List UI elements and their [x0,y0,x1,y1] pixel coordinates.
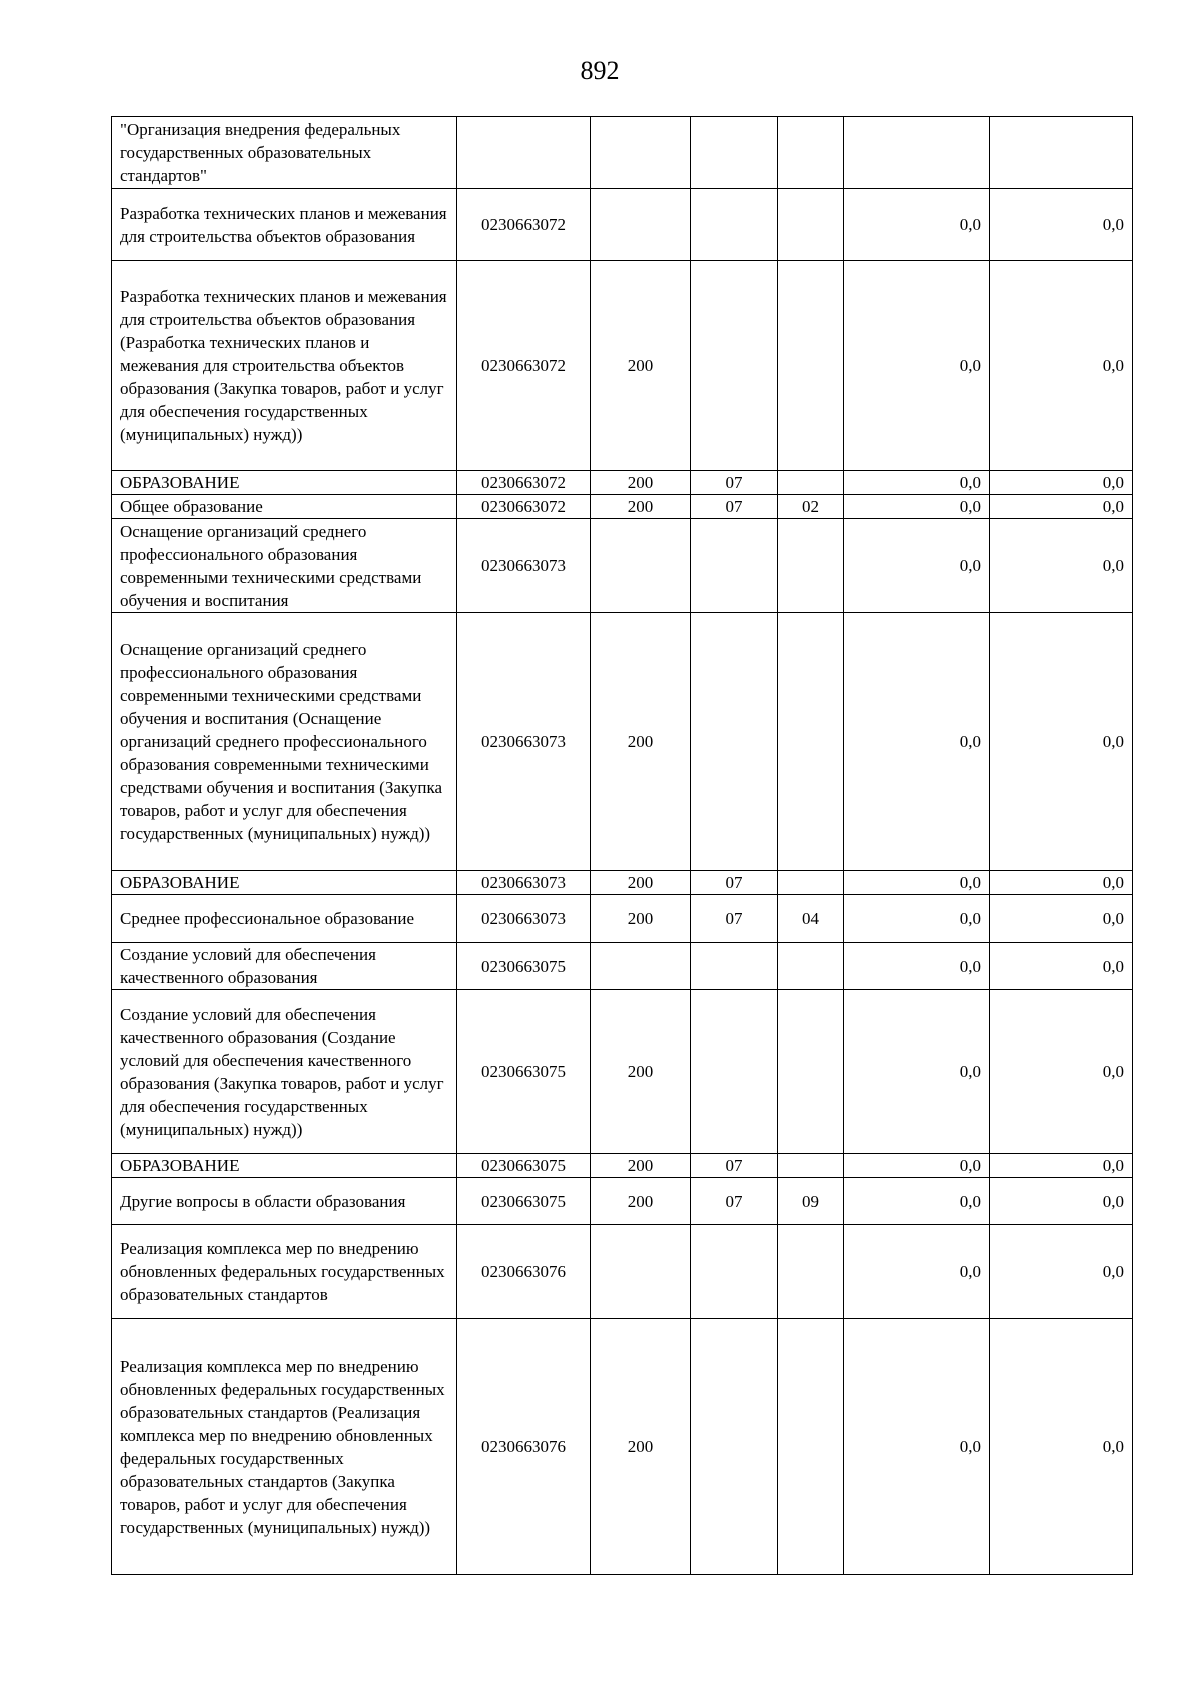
row-description: Другие вопросы в области образования [112,1178,457,1225]
section-code: 07 [691,1154,778,1178]
target-article-code: 0230663073 [457,871,591,895]
amount-year-2: 0,0 [990,261,1133,471]
subsection-code [778,261,844,471]
section-code [691,117,778,189]
row-description: ОБРАЗОВАНИЕ [112,471,457,495]
subsection-code [778,189,844,261]
subsection-code [778,471,844,495]
target-article-code: 0230663072 [457,189,591,261]
target-article-code: 0230663073 [457,613,591,871]
amount-year-1: 0,0 [844,943,990,990]
table-row [112,1319,1133,1575]
subsection-code [778,1319,844,1575]
target-article-code: 0230663072 [457,495,591,519]
amount-year-2: 0,0 [990,943,1133,990]
amount-year-1: 0,0 [844,1319,990,1575]
subsection-code [778,1154,844,1178]
row-description: Создание условий для обеспечения качественного образования [112,943,457,990]
expense-type-code: 200 [591,495,691,519]
table-row [112,1154,1133,1178]
table-row [112,261,1133,471]
table-row [112,895,1133,943]
section-code: 07 [691,895,778,943]
target-article-code: 0230663075 [457,990,591,1154]
page-number: 892 [580,56,620,85]
amount-year-1: 0,0 [844,471,990,495]
amount-year-2: 0,0 [990,1225,1133,1319]
amount-year-1: 0,0 [844,613,990,871]
section-code [691,943,778,990]
row-description: Среднее профессиональное образование [112,895,457,943]
expense-type-code: 200 [591,261,691,471]
expense-type-code: 200 [591,1319,691,1575]
section-code: 07 [691,1178,778,1225]
expense-type-code [591,189,691,261]
amount-year-1: 0,0 [844,519,990,613]
expense-type-code [591,519,691,613]
amount-year-2: 0,0 [990,871,1133,895]
target-article-code: 0230663076 [457,1319,591,1575]
target-article-code: 0230663075 [457,1178,591,1225]
row-description: Общее образование [112,495,457,519]
table-row [112,495,1133,519]
target-article-code: 0230663075 [457,943,591,990]
amount-year-1: 0,0 [844,1225,990,1319]
row-description: Разработка технических планов и межевания для строительства объектов образования (Разработка технических планов и межевания для строительства объектов образования (Закупка товаров, работ и услуг для обеспечения государственных (муниципальных) нужд)) [112,261,457,471]
amount-year-2: 0,0 [990,990,1133,1154]
amount-year-1: 0,0 [844,990,990,1154]
section-code: 07 [691,871,778,895]
table-row [112,871,1133,895]
expense-type-code: 200 [591,990,691,1154]
subsection-code [778,943,844,990]
subsection-code [778,117,844,189]
amount-year-2: 0,0 [990,519,1133,613]
amount-year-1: 0,0 [844,871,990,895]
row-description: ОБРАЗОВАНИЕ [112,1154,457,1178]
amount-year-2: 0,0 [990,613,1133,871]
row-description: Оснащение организаций среднего профессионального образования современными техническими средствами обучения и воспитания [112,519,457,613]
row-description: Разработка технических планов и межевания для строительства объектов образования [112,189,457,261]
table-row [112,613,1133,871]
section-code [691,1319,778,1575]
section-code [691,261,778,471]
amount-year-2: 0,0 [990,895,1133,943]
table-row [112,943,1133,990]
expense-type-code [591,1225,691,1319]
budget-table [111,116,1133,1575]
subsection-code [778,613,844,871]
table-row [112,117,1133,189]
expense-type-code: 200 [591,1178,691,1225]
section-code [691,189,778,261]
expense-type-code: 200 [591,1154,691,1178]
amount-year-1: 0,0 [844,261,990,471]
subsection-code: 04 [778,895,844,943]
amount-year-2: 0,0 [990,471,1133,495]
amount-year-2: 0,0 [990,1154,1133,1178]
target-article-code: 0230663073 [457,519,591,613]
section-code [691,1225,778,1319]
target-article-code: 0230663072 [457,471,591,495]
subsection-code: 09 [778,1178,844,1225]
amount-year-2: 0,0 [990,495,1133,519]
row-description: Создание условий для обеспечения качественного образования (Создание условий для обеспечения качественного образования (Закупка товаров, работ и услуг для обеспечения государственных (муниципальных) нужд)) [112,990,457,1154]
section-code: 07 [691,495,778,519]
subsection-code [778,1225,844,1319]
target-article-code: 0230663075 [457,1154,591,1178]
row-description: Реализация комплекса мер по внедрению обновленных федеральных государственных образовательных стандартов (Реализация комплекса мер по внедрению обновленных федеральных государственных образовательных стандартов (Закупка товаров, работ и услуг для обеспечения государственных (муниципальных) нужд)) [112,1319,457,1575]
expense-type-code: 200 [591,613,691,871]
subsection-code [778,519,844,613]
amount-year-1: 0,0 [844,1178,990,1225]
amount-year-1: 0,0 [844,895,990,943]
target-article-code [457,117,591,189]
table-row [112,1178,1133,1225]
subsection-code [778,871,844,895]
table-row [112,189,1133,261]
amount-year-2: 0,0 [990,189,1133,261]
expense-type-code [591,943,691,990]
table-row [112,1225,1133,1319]
amount-year-2: 0,0 [990,1178,1133,1225]
table-row [112,990,1133,1154]
amount-year-1: 0,0 [844,189,990,261]
section-code [691,990,778,1154]
section-code: 07 [691,471,778,495]
row-description: Реализация комплекса мер по внедрению обновленных федеральных государственных образовательных стандартов [112,1225,457,1319]
amount-year-1: 0,0 [844,1154,990,1178]
target-article-code: 0230663073 [457,895,591,943]
target-article-code: 0230663072 [457,261,591,471]
amount-year-1 [844,117,990,189]
subsection-code [778,990,844,1154]
table-row [112,471,1133,495]
amount-year-2 [990,117,1133,189]
section-code [691,519,778,613]
expense-type-code [591,117,691,189]
expense-type-code: 200 [591,895,691,943]
table-row [112,519,1133,613]
row-description: ОБРАЗОВАНИЕ [112,871,457,895]
subsection-code: 02 [778,495,844,519]
amount-year-2: 0,0 [990,1319,1133,1575]
expense-type-code: 200 [591,871,691,895]
target-article-code: 0230663076 [457,1225,591,1319]
row-description: Оснащение организаций среднего профессионального образования современными техническими средствами обучения и воспитания (Оснащение организаций среднего профессионального образования современными техническими средствами обучения и воспитания (Закупка товаров, работ и услуг для обеспечения государственных (муниципальных) нужд)) [112,613,457,871]
expense-type-code: 200 [591,471,691,495]
row-description: "Организация внедрения федеральных государственных образовательных стандартов" [112,117,457,189]
amount-year-1: 0,0 [844,495,990,519]
section-code [691,613,778,871]
